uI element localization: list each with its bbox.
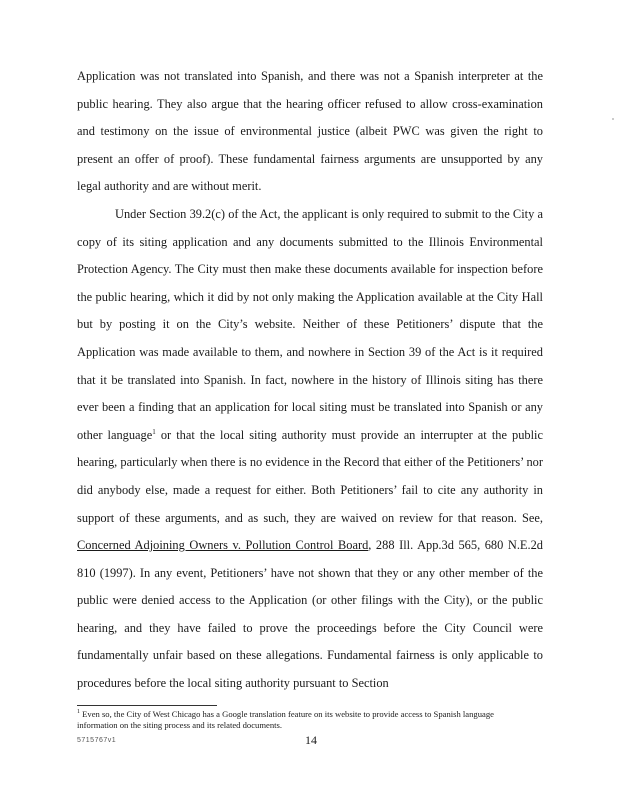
footnote-reference[interactable]: 1	[152, 427, 156, 436]
case-citation-link[interactable]: Concerned Adjoining Owners v. Pollution Control Board	[77, 538, 369, 553]
paragraph-2	[77, 201, 543, 698]
footnote-text: Even so, the City of West Chicago has a Google translation feature on its website to provide access to Spanish language information on the siting process and its related documents.	[77, 709, 494, 730]
scan-artifact	[612, 118, 614, 120]
footnote	[77, 709, 517, 731]
document-body	[77, 63, 543, 698]
document-id: 5715767v1	[77, 737, 117, 744]
paragraph-2-text-3: , 288 Ill. App.3d 565, 680 N.E.2d 810 (1997). In any event, Petitioners’ have not shown that they or any other member of the public were denied access to the Application (or other filings with the City), or the public hearing, and they have failed to prove the proceedings before the City Council were fundamentally unfair based on these allegations. Fundamental fairness is only applicable to procedures before the local siting authority pursuant to Section	[77, 538, 543, 691]
paragraph-2-text-1: Under Section 39.2(c) of the Act, the applicant is only required to submit to the City a copy of its siting application and any documents submitted to the Illinois Environmental Protection Agency. The City must then make these documents available for inspection before the public hearing, which it did by not only making the Application available at the City Hall but by posting it on the City’s website. Neither of these Petitioners’ dispute that the Application was made available to them, and nowhere in Section 39 of the Act is it required that it be translated into Spanish. In fact, nowhere in the history of Illinois siting has there ever been a finding that an application for local siting must be translated into Spanish or any other language	[77, 206, 543, 442]
page-number: 14	[305, 733, 317, 747]
paragraph-1: Application was not translated into Spanish, and there was not a Spanish interpreter at the public hearing. They also argue that the hearing officer refused to allow cross-examination and testimony on the issue of environmental justice (albeit PWC was given the right to present an offer of proof). These fundamental fairness arguments are unsupported by any legal authority and are without merit.	[77, 69, 543, 194]
footnote-divider	[77, 705, 217, 706]
footnote-marker: 1	[77, 709, 80, 716]
paragraph-2-text-2: or that the local siting authority must provide an interrupter at the public hearing, particularly when there is no evidence in the Record that either of the Petitioners’ nor did anybody else, made a request for either. Both Petitioners’ fail to cite any authority in support of these arguments, and as such, they are waived on review for that reason. See,	[77, 427, 543, 525]
